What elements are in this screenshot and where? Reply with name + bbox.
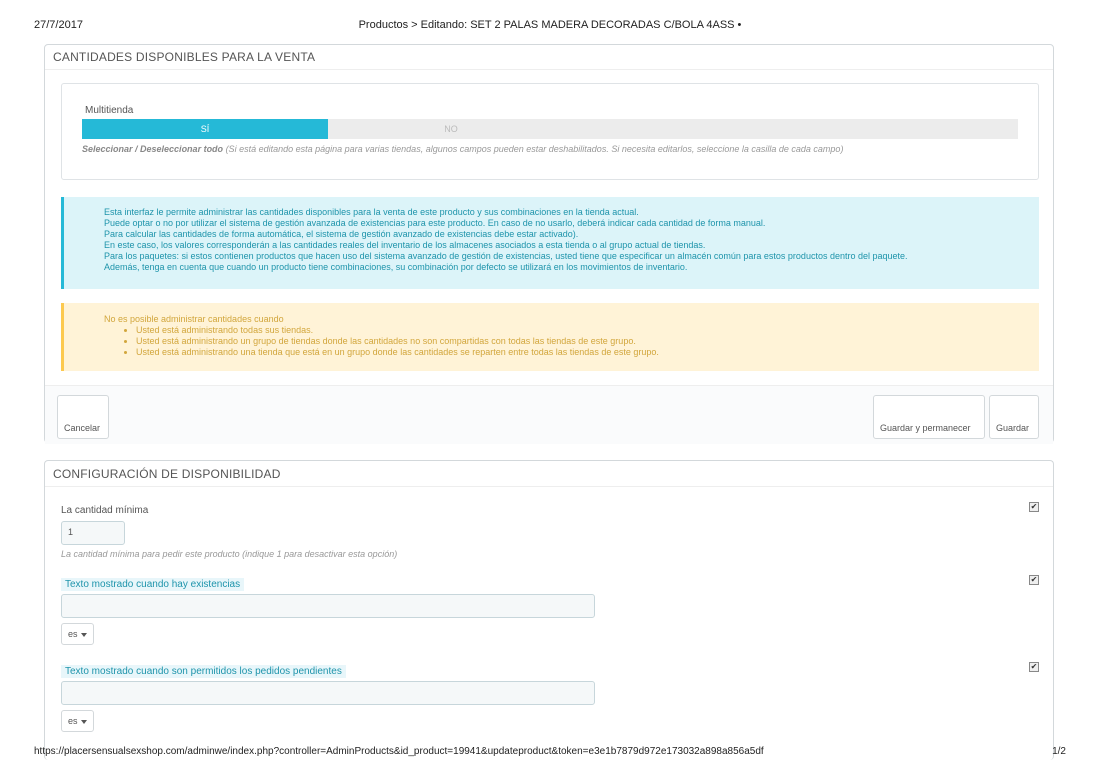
print-date: 27/7/2017 xyxy=(34,19,83,31)
toggle-no-option[interactable]: NO xyxy=(444,124,458,134)
info-line: Además, tenga en cuenta que cuando un producto tiene combinaciones, su combinación por defecto se utilizará en los movimientos de inventario. xyxy=(104,262,688,272)
panel-footer xyxy=(45,385,1053,444)
panel-heading-quantities: CANTIDADES DISPONIBLES PARA LA VENTA xyxy=(45,45,1053,70)
quantities-panel xyxy=(44,44,1054,443)
warning-title: No es posible administrar cantidades cuando xyxy=(104,314,284,324)
backorder-language-dropdown[interactable] xyxy=(61,710,94,732)
backorder-label: Texto mostrado cuando son permitidos los pedidos pendientes xyxy=(61,665,346,678)
chevron-down-icon xyxy=(81,633,87,637)
in-stock-language-dropdown[interactable] xyxy=(61,623,94,645)
info-line: Puede optar o no por utilizar el sistema de gestión avanzada de existencias para este producto. En caso de no usarlo, deberá indicar cada cantidad de forma manual. xyxy=(104,218,766,228)
select-all-link[interactable]: Seleccionar / Deseleccionar todo xyxy=(82,144,224,154)
backorder-language-value: es xyxy=(68,716,78,726)
save-button[interactable]: Guardar xyxy=(989,395,1039,439)
backorder-checkbox[interactable]: ✔ xyxy=(1030,662,1038,671)
info-line: Para calcular las cantidades de forma automática, el sistema de gestión avanzado de existencias debe estar activado). xyxy=(104,229,579,239)
in-stock-language-value: es xyxy=(68,629,78,639)
info-line: Esta interfaz le permite administrar las cantidades disponibles para la venta de este producto y sus combinaciones en la tienda actual. xyxy=(104,207,639,217)
print-url: https://placersensualsexshop.com/adminwe/index.php?controller=AdminProducts&id_product=19941&updateproduct&token=e3e1b7879d972e173032a898a856a5df xyxy=(34,746,764,757)
cancel-button[interactable]: Cancelar xyxy=(57,395,109,439)
in-stock-label: Texto mostrado cuando hay existencias xyxy=(61,578,244,591)
save-and-stay-button[interactable]: Guardar y permanecer xyxy=(873,395,985,439)
warning-item: • Usted está administrando un grupo de tiendas donde las cantidades no son compartidas con todas las tiendas de este grupo. xyxy=(136,336,1039,347)
multistore-toggle[interactable] xyxy=(82,119,1018,139)
select-all-hint: (Si está editando esta página para varias tiendas, algunos campos pueden estar deshabilitados. Si necesita editarlos, seleccione la casilla de cada campo) xyxy=(223,144,844,154)
warning-alert xyxy=(61,303,1039,371)
warning-list xyxy=(104,325,1039,358)
warning-item: • Usted está administrando una tienda que está en un grupo donde las cantidades se reparten entre todas las tiendas de este grupo. xyxy=(136,347,1039,358)
print-page-title: Productos > Editando: SET 2 PALAS MADERA DECORADAS C/BOLA 4ASS • xyxy=(358,19,742,31)
min-qty-label: La cantidad mínima xyxy=(61,505,149,516)
min-qty-checkbox[interactable]: ✔ xyxy=(1030,502,1038,511)
chevron-down-icon xyxy=(81,720,87,724)
warning-item: • Usted está administrando todas sus tiendas. xyxy=(136,325,1039,336)
info-line: Para los paquetes: si estos contienen productos que hacen uso del sistema avanzado de gestión de existencias, usted tiene que especificar un almacén común para estos productos dentro del paquete. xyxy=(104,251,908,261)
info-alert xyxy=(61,197,1039,289)
select-all-help xyxy=(82,144,843,154)
min-qty-input[interactable]: 1 xyxy=(61,521,125,545)
print-page-number: 1/2 xyxy=(1052,746,1066,757)
toggle-yes-option[interactable]: SÍ xyxy=(82,119,328,139)
panel-heading-availability: CONFIGURACIÓN DE DISPONIBILIDAD xyxy=(45,461,1053,487)
in-stock-checkbox[interactable]: ✔ xyxy=(1030,575,1038,584)
multistore-box xyxy=(61,83,1039,180)
info-line: En este caso, los valores corresponderán a las cantidades reales del inventario de los almacenes asociados a esta tienda o al grupo actual de tiendas. xyxy=(104,240,706,250)
in-stock-input[interactable] xyxy=(61,594,595,618)
min-qty-help: La cantidad mínima para pedir este producto (indique 1 para desactivar esta opción) xyxy=(61,549,398,559)
availability-panel xyxy=(44,460,1054,760)
multistore-label: Multitienda xyxy=(85,105,134,116)
backorder-input[interactable] xyxy=(61,681,595,705)
